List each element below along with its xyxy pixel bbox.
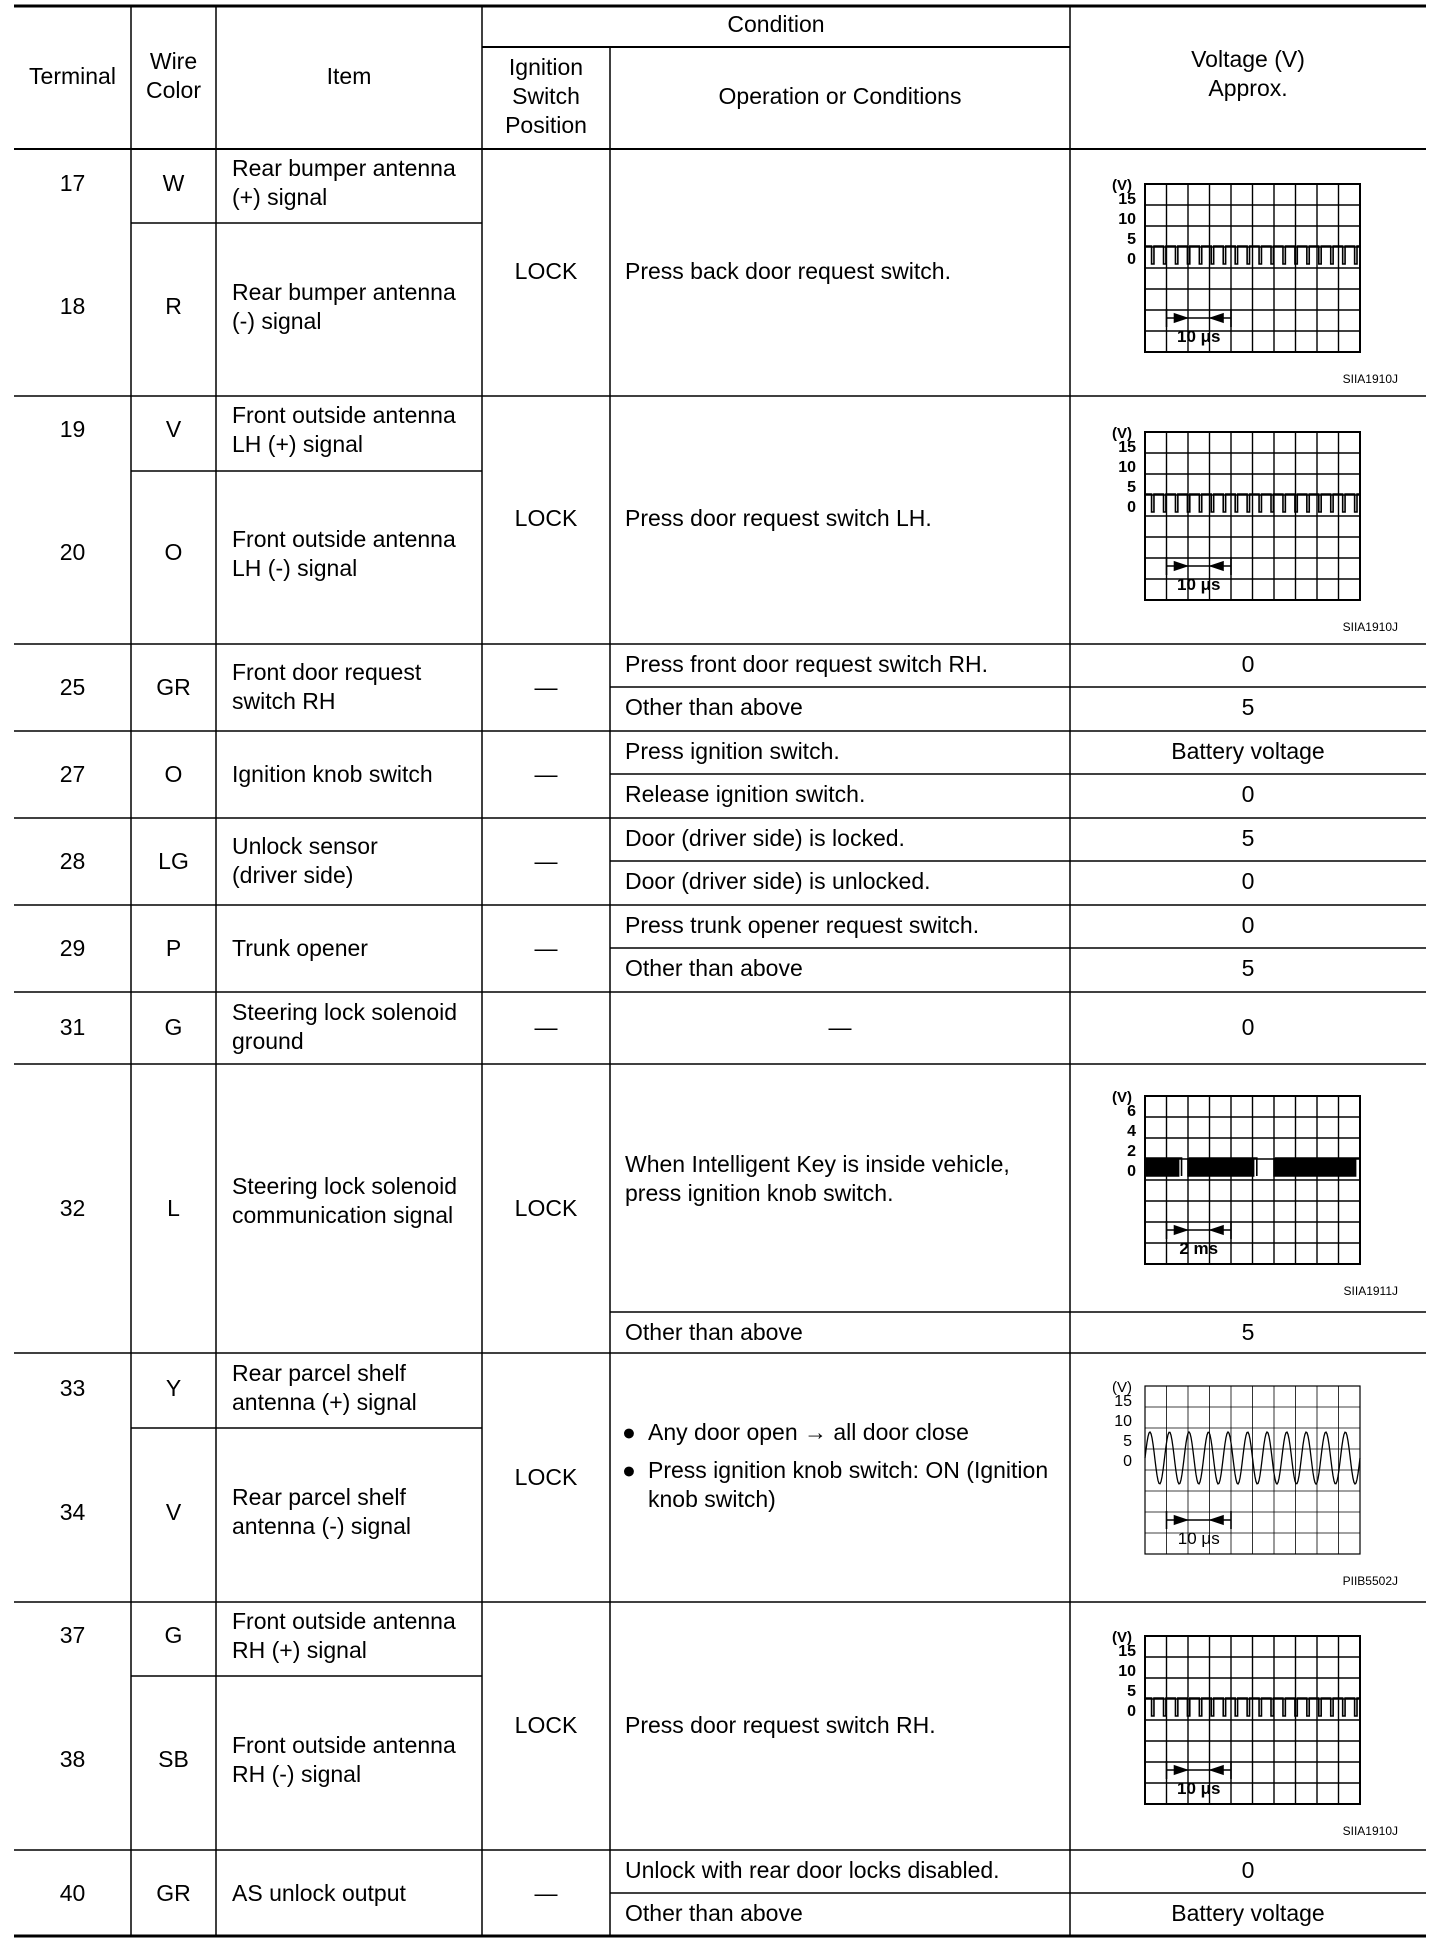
voltage-25-a: 0	[1241, 651, 1255, 677]
ignition-32: LOCK	[514, 1195, 578, 1221]
item-31-line1: Steering lock solenoid	[232, 999, 458, 1025]
item-18-line1: Rear bumper antenna	[232, 279, 456, 305]
operation-33-34-a: Any door open → all door close	[648, 1419, 969, 1445]
operation-37-38: Press door request switch RH.	[625, 1712, 936, 1738]
item-28-line1: Unlock sensor	[232, 833, 378, 859]
item-33-line1: Rear parcel shelf	[232, 1360, 406, 1386]
terminal-32: 32	[59, 1195, 86, 1221]
bullet-dot-2: ●	[622, 1457, 636, 1483]
terminal-25: 25	[59, 674, 86, 700]
scope-tick-label: 0	[1127, 1163, 1136, 1180]
wire-38: SB	[158, 1746, 189, 1772]
operation-17-18: Press back door request switch.	[625, 258, 951, 284]
scope-tick-label: 2	[1127, 1143, 1136, 1160]
voltage-29-b: 5	[1241, 955, 1255, 981]
header-switch: Switch	[512, 83, 580, 109]
header-approx: Approx.	[1208, 75, 1288, 101]
voltage-32-b: 5	[1241, 1319, 1255, 1345]
item-33-line2: antenna (+) signal	[232, 1389, 417, 1415]
item-37-line1: Front outside antenna	[232, 1608, 456, 1634]
wire-34: V	[165, 1499, 182, 1525]
terminal-37: 37	[59, 1622, 86, 1648]
terminal-38: 38	[59, 1746, 86, 1772]
terminal-28: 28	[59, 848, 86, 874]
scope-time-arrow	[1167, 557, 1232, 575]
wire-33: Y	[165, 1375, 182, 1401]
item-40: AS unlock output	[232, 1880, 406, 1906]
scope-tick-label: 15	[1118, 439, 1136, 456]
terminal-29: 29	[59, 935, 86, 961]
voltage-40-a: 0	[1241, 1857, 1255, 1883]
item-37-line2: RH (+) signal	[232, 1637, 367, 1663]
waveform-scope-front-rh	[1110, 1622, 1400, 1837]
terminal-34: 34	[59, 1499, 86, 1525]
waveform-scope-parcel-shelf	[1110, 1372, 1400, 1587]
terminal-27: 27	[59, 761, 86, 787]
scope-time-arrow	[1167, 309, 1232, 327]
item-31-line2: ground	[232, 1028, 304, 1054]
operation-27-a: Press ignition switch.	[625, 738, 840, 764]
operation-33-34-c: knob switch)	[648, 1486, 776, 1512]
operation-40-a: Unlock with rear door locks disabled.	[625, 1857, 1000, 1883]
waveform-scope-steering-lock	[1110, 1082, 1400, 1297]
item-17-line1: Rear bumper antenna	[232, 155, 456, 181]
scope-time-arrow	[1167, 1221, 1232, 1239]
wire-28: LG	[158, 848, 189, 874]
scope-waveform	[1145, 1158, 1360, 1176]
terminal-20: 20	[59, 539, 86, 565]
voltage-27-a: Battery voltage	[1171, 738, 1325, 764]
header-operation: Operation or Conditions	[718, 83, 962, 109]
scope-tick-label: 10	[1114, 1413, 1132, 1430]
wire-29: P	[165, 935, 182, 961]
scope-tick-label: 4	[1127, 1123, 1136, 1140]
scope-time-label: 10 μs	[1177, 1529, 1220, 1548]
scope-svg	[1110, 418, 1400, 633]
item-18-line2: (-) signal	[232, 308, 322, 334]
operation-25-b: Other than above	[625, 694, 803, 720]
scope-tick-label: 15	[1118, 1643, 1136, 1660]
ignition-17-18: LOCK	[514, 258, 578, 284]
scope-tick-label: 15	[1118, 191, 1136, 208]
terminal-19: 19	[59, 416, 86, 442]
item-19-line2: LH (+) signal	[232, 431, 364, 457]
wire-19: V	[165, 416, 182, 442]
scope-unit-label: (V)	[1112, 1089, 1132, 1106]
item-29: Trunk opener	[232, 935, 368, 961]
scope-grid	[1145, 1096, 1360, 1264]
wire-40: GR	[156, 1880, 191, 1906]
ignition-29: —	[534, 935, 558, 961]
item-27: Ignition knob switch	[232, 761, 433, 787]
operation-19-20: Press door request switch LH.	[625, 505, 932, 531]
scope-tick-label: 6	[1127, 1103, 1136, 1120]
ignition-28: —	[534, 848, 558, 874]
item-20-line2: LH (-) signal	[232, 555, 358, 581]
item-38-line1: Front outside antenna	[232, 1732, 456, 1758]
wire-25: GR	[156, 674, 191, 700]
item-34-line1: Rear parcel shelf	[232, 1484, 406, 1510]
voltage-31: 0	[1241, 1014, 1255, 1040]
voltage-29-a: 0	[1241, 912, 1255, 938]
terminal-33: 33	[59, 1375, 86, 1401]
scope-unit-label: (V)	[1112, 425, 1132, 442]
item-38-line2: RH (-) signal	[232, 1761, 362, 1787]
operation-40-b: Other than above	[625, 1900, 803, 1926]
operation-32-line1: When Intelligent Key is inside vehicle,	[625, 1151, 1010, 1177]
scope-figure-code: PIIB5502J	[1342, 1574, 1398, 1587]
header-terminal: Terminal	[29, 63, 116, 89]
ignition-27: —	[534, 761, 558, 787]
voltage-40-b: Battery voltage	[1171, 1900, 1325, 1926]
scope-time-label: 10 μs	[1177, 575, 1221, 594]
scope-tick-label: 0	[1127, 499, 1136, 516]
wire-27: O	[164, 761, 183, 787]
item-20-line1: Front outside antenna	[232, 526, 456, 552]
terminal-40: 40	[59, 1880, 86, 1906]
waveform-scope-rear-bumper	[1110, 170, 1400, 385]
voltage-25-b: 5	[1241, 694, 1255, 720]
scope-figure-code: SIIA1911J	[1343, 1284, 1398, 1297]
operation-28-b: Door (driver side) is unlocked.	[625, 868, 931, 894]
scope-tick-label: 0	[1127, 251, 1136, 268]
terminal-31: 31	[59, 1014, 86, 1040]
scope-tick-label: 5	[1127, 231, 1136, 248]
scope-time-label: 2 ms	[1179, 1239, 1219, 1258]
wire-37: G	[164, 1622, 183, 1648]
voltage-27-b: 0	[1241, 781, 1255, 807]
ignition-40: —	[534, 1880, 558, 1906]
scope-tick-label: 5	[1123, 1433, 1132, 1450]
wire-20: O	[164, 539, 183, 565]
ignition-25: —	[534, 674, 558, 700]
wire-32: L	[167, 1195, 180, 1221]
terminal-18: 18	[59, 293, 86, 319]
operation-31: —	[828, 1014, 852, 1040]
scope-tick-label: 10	[1118, 1663, 1136, 1680]
scope-tick-label: 15	[1114, 1393, 1132, 1410]
scope-time-label: 10 μs	[1177, 327, 1221, 346]
operation-32-b: Other than above	[625, 1319, 803, 1345]
scope-unit-label: (V)	[1112, 1379, 1132, 1396]
scope-figure-code: SIIA1910J	[1342, 1824, 1398, 1837]
item-34-line2: antenna (-) signal	[232, 1513, 411, 1539]
scope-tick-label: 5	[1127, 479, 1136, 496]
scope-time-arrow	[1167, 1511, 1232, 1529]
item-17-line2: (+) signal	[232, 184, 328, 210]
scope-tick-label: 10	[1118, 211, 1136, 228]
scope-figure-code: SIIA1910J	[1342, 620, 1398, 633]
item-25-line2: switch RH	[232, 688, 336, 714]
wire-31: G	[164, 1014, 183, 1040]
voltage-28-a: 5	[1241, 825, 1255, 851]
terminal-17: 17	[59, 170, 86, 196]
wire-18: R	[165, 293, 182, 319]
wire-17: W	[162, 170, 185, 196]
scope-tick-label: 10	[1118, 459, 1136, 476]
item-28-line2: (driver side)	[232, 862, 354, 888]
item-19-line1: Front outside antenna	[232, 402, 456, 428]
header-position: Position	[505, 112, 587, 138]
operation-33-34-b: Press ignition knob switch: ON (Ignition	[648, 1457, 1049, 1483]
operation-29-b: Other than above	[625, 955, 803, 981]
operation-25-a: Press front door request switch RH.	[625, 651, 989, 677]
header-item: Item	[326, 63, 372, 89]
scope-unit-label: (V)	[1112, 1629, 1132, 1646]
header-color: Color	[146, 77, 201, 103]
ignition-37-38: LOCK	[514, 1712, 578, 1738]
item-25-line1: Front door request	[232, 659, 422, 685]
header-ignition: Ignition	[508, 54, 584, 80]
item-32-line1: Steering lock solenoid	[232, 1173, 458, 1199]
operation-27-b: Release ignition switch.	[625, 781, 866, 807]
scope-tick-label: 0	[1123, 1453, 1132, 1470]
scope-time-label: 10 μs	[1177, 1779, 1221, 1798]
header-voltage: Voltage (V)	[1191, 46, 1305, 72]
header-condition: Condition	[727, 11, 825, 37]
ignition-19-20: LOCK	[514, 505, 578, 531]
ignition-31: —	[534, 1014, 558, 1040]
operation-28-a: Door (driver side) is locked.	[625, 825, 905, 851]
voltage-28-b: 0	[1241, 868, 1255, 894]
scope-tick-label: 5	[1127, 1683, 1136, 1700]
ignition-33-34: LOCK	[514, 1464, 578, 1490]
scope-svg	[1110, 1622, 1400, 1837]
operation-29-a: Press trunk opener request switch.	[625, 912, 980, 938]
scope-svg	[1110, 1082, 1400, 1297]
scope-svg	[1110, 1372, 1400, 1587]
item-32-line2: communication signal	[232, 1202, 454, 1228]
scope-tick-label: 0	[1127, 1703, 1136, 1720]
scope-time-arrow	[1167, 1761, 1232, 1779]
scope-figure-code: SIIA1910J	[1342, 372, 1398, 385]
scope-unit-label: (V)	[1112, 177, 1132, 194]
header-wire: Wire	[149, 48, 198, 74]
waveform-scope-front-lh	[1110, 418, 1400, 633]
operation-32-line2: press ignition knob switch.	[625, 1180, 894, 1206]
scope-svg	[1110, 170, 1400, 385]
bullet-dot-1: ●	[622, 1419, 636, 1445]
